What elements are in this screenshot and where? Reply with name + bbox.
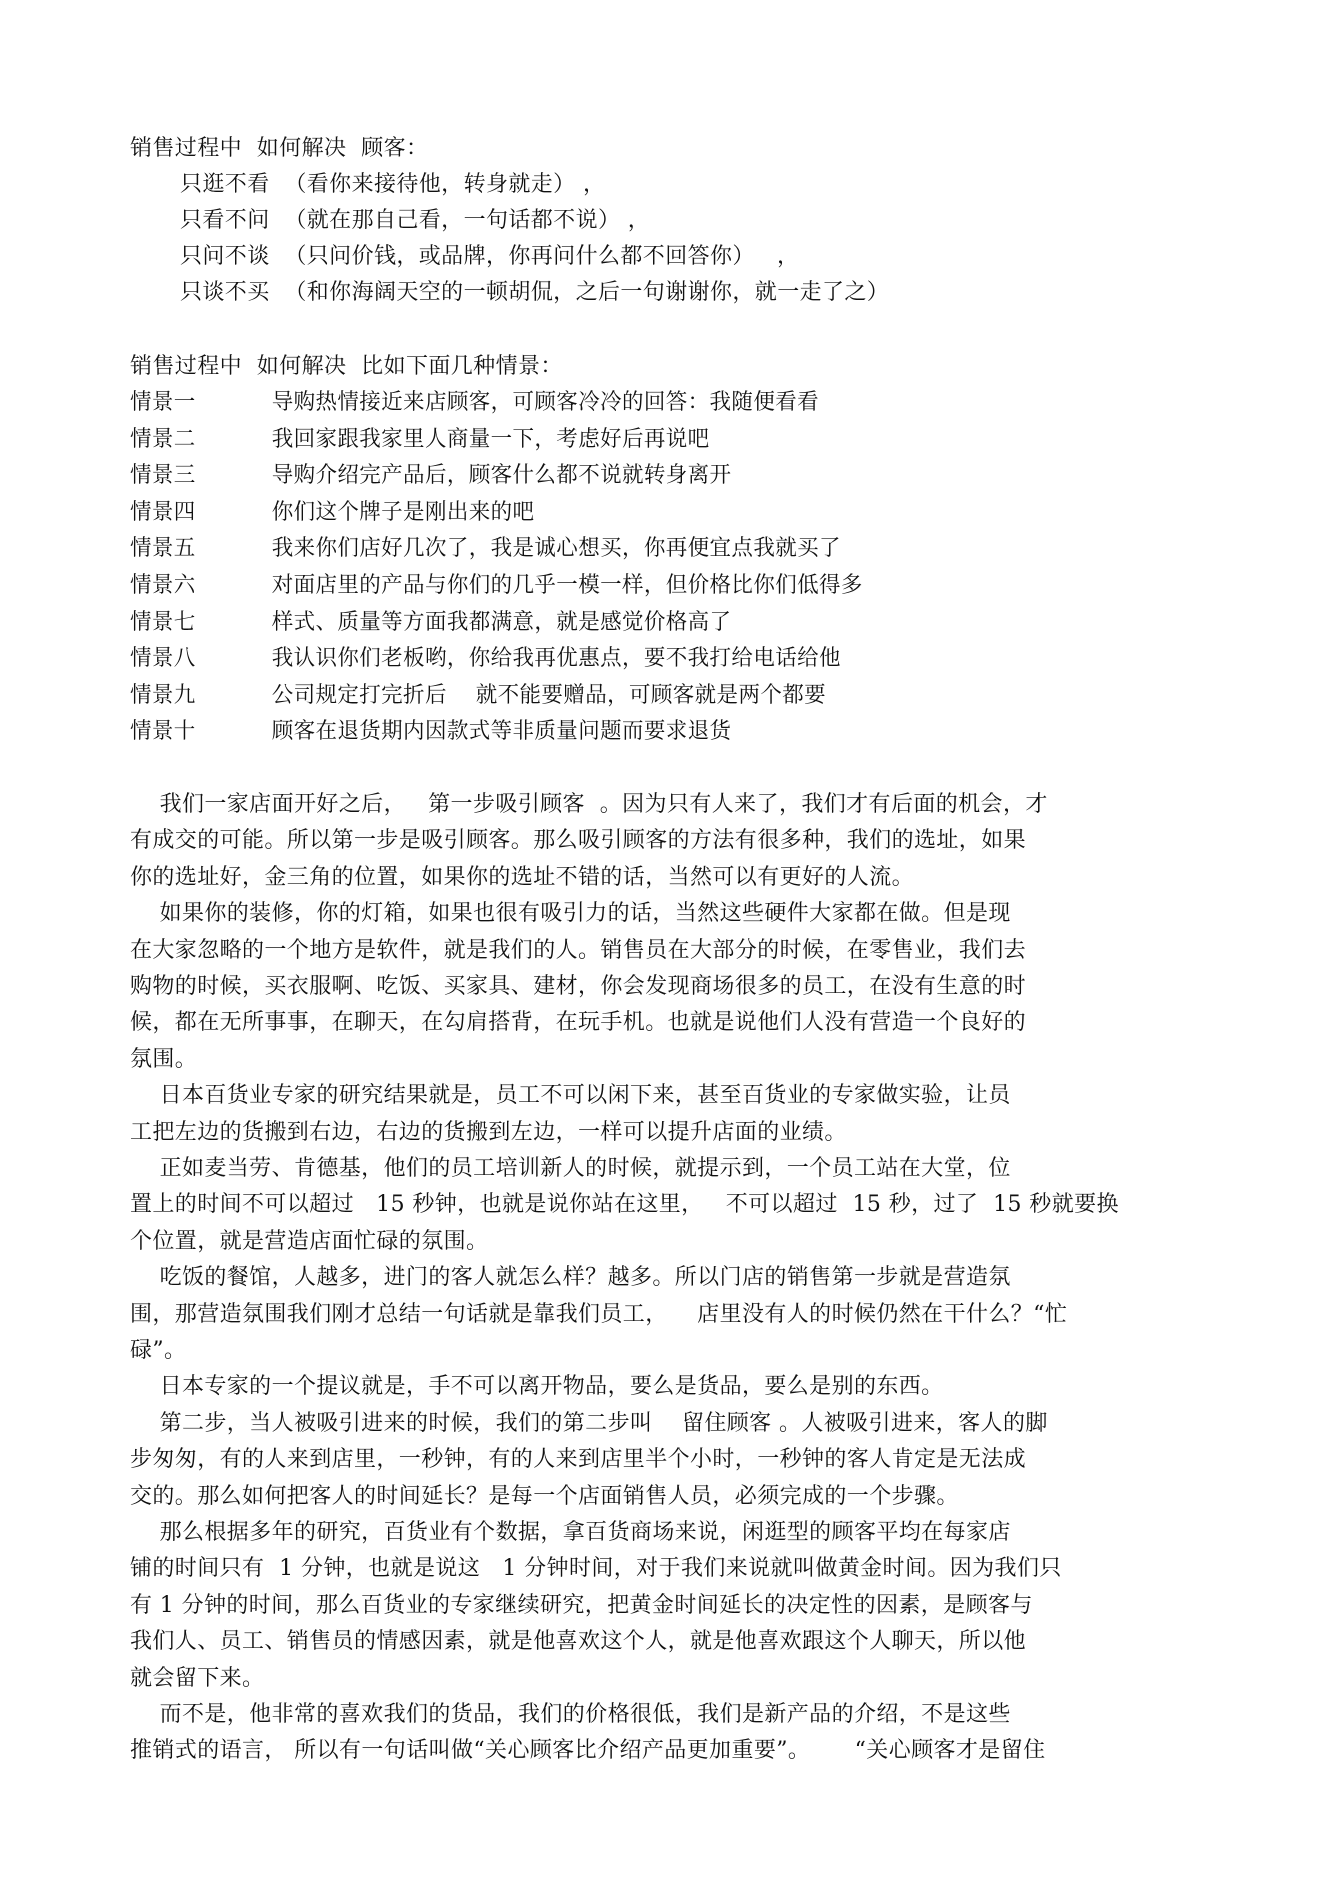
scene-row: [130, 608, 1205, 638]
section1-item: 只谈不买 （和你海阔天空的一顿胡侃，之后一句谢谢你，就一走了之）: [180, 280, 890, 305]
body-line: 我们一家店面开好之后， 第一步吸引顾客 。因为只有人来了，我们才有后面的机会，才: [130, 792, 1048, 817]
scene-text: 导购介绍完产品后，顾客什么都不说就转身离开: [271, 463, 732, 489]
body-line: 置上的时间不可以超过 15 秒钟，也就是说你站在这里， 不可以超过 15 秒，过了 15 秒就要换: [130, 1192, 1119, 1218]
scene-row: [130, 425, 1205, 455]
scene-row: [130, 571, 1205, 601]
scene-row: [130, 681, 1205, 711]
scene-label: 情景一: [130, 390, 196, 415]
body-line: 推销式的语言， 所以有一句话叫做“关心顾客比介绍产品更加重要”。 “关心顾客才是留住: [130, 1738, 1046, 1764]
body-line: 吃饭的餐馆，人越多，进门的客人就怎么样？越多。所以门店的销售第一步就是营造氛: [130, 1265, 1011, 1291]
scene-label: 情景八: [130, 646, 196, 672]
body-line: 我们人、员工、销售员的情感因素，就是他喜欢这个人，就是他喜欢跟这个人聊天，所以他: [130, 1629, 1027, 1655]
body-line: 围，那营造氛围我们刚才总结一句话就是靠我们员工， 店里没有人的时候仍然在干什么？“忙: [130, 1301, 1068, 1327]
scene-label: 情景九: [130, 682, 196, 708]
body-line: 那么根据多年的研究，百货业有个数据，拿百货商场来说，闲逛型的顾客平均在每家店: [130, 1520, 1011, 1545]
section1-item: 只逛不看 （看你来接待他，转身就走） ，: [180, 172, 606, 197]
body-line: 铺的时间只有 1 分钟，也就是说这 1 分钟时间，对于我们来说就叫做黄金时间。因为我们只: [130, 1556, 1062, 1582]
section1-item: 只看不问 （就在那自己看，一句话都不说） ，: [180, 208, 651, 233]
section2-heading: 销售过程中 如何解决 比如下面几种情景：: [130, 354, 563, 379]
scene-label: 情景六: [130, 573, 196, 598]
scene-row: [130, 717, 1205, 747]
body-line: 候，都在无所事事，在聊天，在勾肩搭背，在玩手机。也就是说他们人没有营造一个良好的: [130, 1010, 1027, 1036]
scene-text: 我回家跟我家里人商量一下，考虑好后再说吧: [271, 426, 710, 452]
scene-row: [130, 534, 1205, 564]
scene-text: 样式、质量等方面我都满意，就是感觉价格高了: [271, 609, 732, 635]
body-line: 工把左边的货搬到右边，右边的货搬到左边，一样可以提升店面的业绩。: [130, 1119, 847, 1145]
scene-label: 情景二: [130, 426, 196, 452]
scene-text: 对面店里的产品与你们的几乎一模一样，但价格比你们低得多: [271, 573, 863, 598]
body-line: 碌”。: [130, 1338, 187, 1363]
body-line: 日本专家的一个提议就是，手不可以离开物品，要么是货品，要么是别的东西。: [130, 1374, 944, 1400]
scene-label: 情景七: [130, 609, 196, 635]
scene-row: [130, 498, 1205, 528]
body-line: 有成交的可能。所以第一步是吸引顾客。那么吸引顾客的方法有很多种，我们的选址，如果: [130, 828, 1027, 854]
section1-heading: 销售过程中 如何解决 顾客：: [130, 136, 429, 161]
body-line: 氛围。: [130, 1046, 198, 1072]
scene-text: 我来你们店好几次了，我是诚心想买，你再便宜点我就买了: [271, 536, 841, 562]
scene-row: [130, 388, 1205, 418]
body-line: 就会留下来。: [130, 1665, 265, 1691]
body-line: 而不是，他非常的喜欢我们的货品，我们的价格很低，我们是新产品的介绍，不是这些: [130, 1702, 1011, 1727]
scene-text: 我认识你们老板哟，你给我再优惠点，要不我打给电话给他: [271, 646, 841, 672]
body-line: 有 1 分钟的时间，那么百货业的专家继续研究，把黄金时间延长的决定性的因素，是顾客与: [130, 1592, 1033, 1618]
body-line: 在大家忽略的一个地方是软件，就是我们的人。销售员在大部分的时候，在零售业，我们去: [130, 937, 1027, 963]
scene-row: [130, 644, 1205, 674]
body-line: 如果你的装修，你的灯箱，如果也很有吸引力的话，当然这些硬件大家都在做。但是现: [130, 901, 1011, 927]
body-line: 正如麦当劳、肯德基，他们的员工培训新人的时候，就提示到，一个员工站在大堂，位: [130, 1156, 1011, 1181]
body-line: 购物的时候，买衣服啊、吃饭、买家具、建材，你会发现商场很多的员工，在没有生意的时: [130, 974, 1027, 999]
section1-item: 只问不谈 （只问价钱，或品牌，你再问什么都不回答你） ，: [180, 244, 800, 269]
scene-label: 情景十: [130, 719, 196, 745]
scene-text: 顾客在退货期内因款式等非质量问题而要求退货: [271, 719, 732, 745]
body-line: 你的选址好，金三角的位置，如果你的选址不错的话，当然可以有更好的人流。: [130, 864, 915, 890]
scene-label: 情景五: [130, 536, 196, 562]
scene-label: 情景四: [130, 499, 196, 525]
scene-text: 导购热情接近来店顾客，可顾客冷冷的回答：我随便看看: [271, 390, 820, 415]
body-line: 日本百货业专家的研究结果就是，员工不可以闲下来，甚至百货业的专家做实验，让员: [130, 1083, 1011, 1109]
body-line: 个位置，就是营造店面忙碌的氛围。: [130, 1228, 489, 1254]
scene-label: 情景三: [130, 463, 196, 489]
body-line: 交的。那么如何把客人的时间延长？是每一个店面销售人员，必须完成的一个步骤。: [130, 1483, 959, 1509]
scene-text: 你们这个牌子是刚出来的吧: [271, 499, 535, 525]
scene-text: 公司规定打完折后 就不能要赠品，可顾客就是两个都要: [271, 682, 827, 708]
body-line: 第二步，当人被吸引进来的时候，我们的第二步叫 留住顾客 。人被吸引进来，客人的脚: [130, 1410, 1048, 1436]
body-line: 步匆匆，有的人来到店里，一秒钟，有的人来到店里半个小时，一秒钟的客人肯定是无法成: [130, 1447, 1027, 1473]
scene-row: [130, 461, 1205, 491]
